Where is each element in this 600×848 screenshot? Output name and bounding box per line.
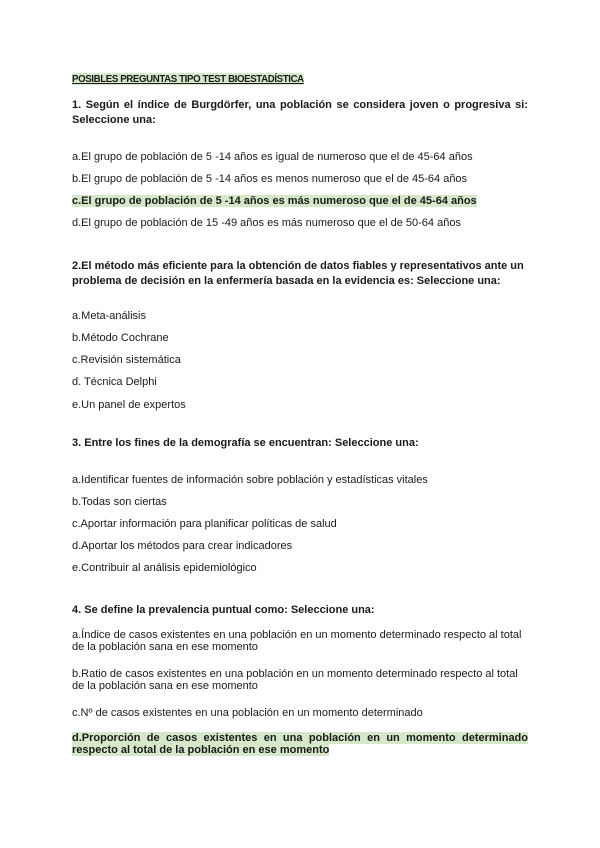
q4-option-a: a.Índice de casos existentes en una población en un momento determinado respecto al total de la población sana en ese momento <box>72 629 522 653</box>
question-1: 1. Según el índice de Burgdörfer, una población se considera joven o progresiva si: Seleccione una: <box>72 99 528 126</box>
document-title: POSIBLES PREGUNTAS TIPO TEST BIOESTADÍSTICA <box>72 73 304 85</box>
question-4: 4. Se define la prevalencia puntual como: Seleccione una: <box>72 604 375 616</box>
q4-option-d-correct <box>72 732 528 756</box>
q3-option-c: c.Aportar información para planificar políticas de salud <box>72 518 337 530</box>
q3-option-a: a.Identificar fuentes de información sobre población y estadísticas vitales <box>72 474 428 486</box>
q2-option-a: a.Meta-análisis <box>72 310 146 322</box>
q1-option-d: d.El grupo de población de 15 -49 años es más numeroso que el de 50-64 años <box>72 217 461 229</box>
q3-option-e: e.Contribuir al análisis epidemiológico <box>72 562 257 574</box>
q2-option-d: d. Técnica Delphi <box>72 376 157 388</box>
q3-option-b: b.Todas son ciertas <box>72 496 167 508</box>
q2-option-c: c.Revisión sistemática <box>72 354 181 366</box>
q4-option-b: b.Ratio de casos existentes en una población en un momento determinado respecto al total de la población sana en ese momento <box>72 668 518 692</box>
question-3: 3. Entre los fines de la demografía se encuentran: Seleccione una: <box>72 437 419 449</box>
q1-option-c-text: c.El grupo de población de 5 -14 años es más numeroso que el de 45-64 años <box>72 195 477 207</box>
q1-option-c-correct <box>72 195 528 208</box>
q1-option-b: b.El grupo de población de 5 -14 años es menos numeroso que el de 45-64 años <box>72 173 468 185</box>
q4-option-c: c.Nº de casos existentes en una población en un momento determinado <box>72 707 423 719</box>
q2-option-b: b.Método Cochrane <box>72 332 169 344</box>
q1-option-a: a.El grupo de población de 5 -14 años es igual de numeroso que el de 45-64 años <box>72 151 473 163</box>
question-2: 2.El método más eficiente para la obtención de datos fiables y representativos ante un problema de decisión en la enfermería basada en la evidencia es: Seleccione una: <box>72 260 524 287</box>
q4-option-d-text: d.Proporción de casos existentes en una población en un momento determinado respecto al total de la población en ese momento <box>72 732 528 756</box>
q2-option-e: e.Un panel de expertos <box>72 399 186 411</box>
q3-option-d: d.Aportar los métodos para crear indicadores <box>72 540 293 552</box>
